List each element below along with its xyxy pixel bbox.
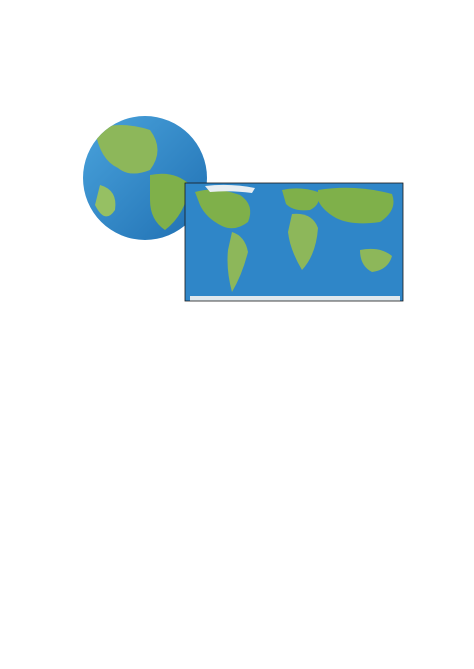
section-1-heading	[58, 354, 74, 366]
section-2-heading	[58, 541, 74, 553]
flat-world-map	[185, 183, 403, 301]
subsection-a-heading	[72, 598, 90, 610]
